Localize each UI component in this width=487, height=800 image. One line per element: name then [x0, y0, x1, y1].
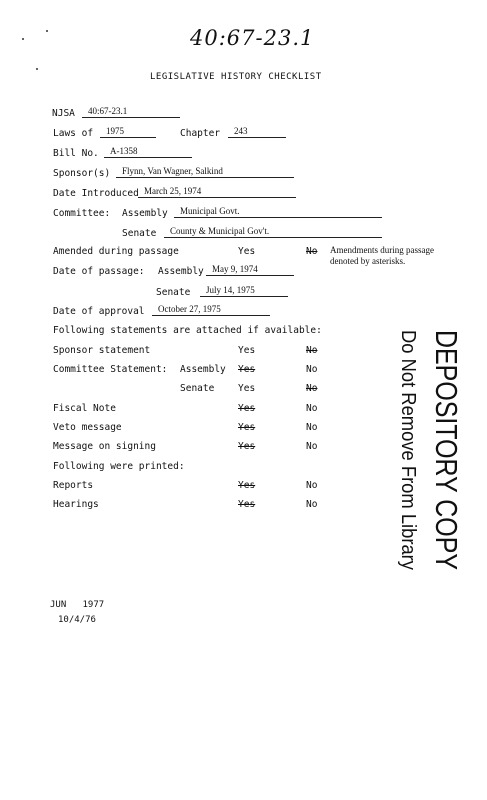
depository-copy-stamp: [392, 330, 472, 629]
message-on-signing-no: No: [306, 441, 318, 452]
fiscal-note-label: Fiscal Note: [53, 403, 116, 414]
sponsor-statement-yes: Yes: [238, 345, 256, 356]
amended-no: No: [306, 246, 318, 257]
veto-message-no: No: [306, 422, 318, 433]
committee-label: Committee:: [53, 208, 111, 219]
njsa-label: NJSA: [52, 108, 75, 119]
scan-mark: [22, 38, 24, 40]
committee-statement-senate-yes: Yes: [238, 383, 256, 394]
laws-of-value: 1975: [100, 126, 156, 138]
committee-senate-value: County & Municipal Gov't.: [164, 226, 382, 238]
hearings-label: Hearings: [53, 499, 99, 510]
committee-assembly-label: Assembly: [122, 208, 168, 219]
printed-heading: Following were printed:: [53, 461, 185, 472]
committee-assembly-value: Municipal Govt.: [174, 206, 382, 218]
scan-mark: [46, 30, 48, 32]
approval-value: October 27, 1975: [152, 304, 270, 316]
passage-senate-label: Senate: [156, 287, 191, 298]
chapter-value: 243: [228, 126, 286, 138]
committee-statement-senate-no: No: [306, 383, 318, 394]
statements-heading: Following statements are attached if available:: [53, 325, 322, 336]
committee-statement-senate-label: Senate: [180, 383, 215, 394]
committee-statement-assembly-yes: Yes: [238, 364, 256, 375]
amended-note-line-1: Amendments during passage: [330, 245, 434, 255]
message-on-signing-label: Message on signing: [53, 441, 156, 452]
footer-date-line-1: JUN 1977: [50, 600, 105, 610]
sponsor-statement-no: No: [306, 345, 318, 356]
chapter-label: Chapter: [180, 128, 221, 139]
stamp-line-1: DEPOSITORY COPY: [429, 330, 464, 629]
date-introduced-value: March 25, 1974: [138, 186, 296, 198]
reports-no: No: [306, 480, 318, 491]
committee-senate-label: Senate: [122, 228, 157, 239]
hearings-yes: Yes: [238, 499, 256, 510]
committee-statement-assembly-no: No: [306, 364, 318, 375]
bill-no-value: A-1358: [104, 146, 192, 158]
date-introduced-label: Date Introduced: [53, 188, 139, 199]
passage-assembly-label: Assembly: [158, 266, 204, 277]
scan-mark: [36, 68, 38, 70]
committee-statement-assembly-label: Assembly: [180, 364, 226, 375]
bill-no-label: Bill No.: [53, 148, 99, 159]
message-on-signing-yes: Yes: [238, 441, 256, 452]
committee-statement-label: Committee Statement:: [53, 364, 168, 375]
stamp-line-2: Do Not Remove From Library: [397, 330, 419, 592]
sponsors-value: Flynn, Van Wagner, Salkind: [116, 166, 294, 178]
sponsor-statement-label: Sponsor statement: [53, 345, 151, 356]
sponsors-label: Sponsor(s): [53, 168, 111, 179]
reports-label: Reports: [53, 480, 94, 491]
passage-assembly-value: May 9, 1974: [206, 264, 294, 276]
page-title: LEGISLATIVE HISTORY CHECKLIST: [150, 72, 322, 82]
handwritten-number: 40:67-23.1: [190, 26, 315, 50]
passage-senate-value: July 14, 1975: [200, 285, 288, 297]
stamp-svg: [392, 330, 472, 629]
veto-message-yes: Yes: [238, 422, 256, 433]
footer-date-line-2: 10/4/76: [58, 615, 96, 625]
amended-note-line-2: denoted by asterisks.: [330, 256, 406, 266]
reports-yes: Yes: [238, 480, 256, 491]
fiscal-note-yes: Yes: [238, 403, 256, 414]
njsa-value: 40:67-23.1: [82, 106, 180, 118]
amended-yes: Yes: [238, 246, 256, 257]
hearings-no: No: [306, 499, 318, 510]
fiscal-note-no: No: [306, 403, 318, 414]
veto-message-label: Veto message: [53, 422, 122, 433]
amended-label: Amended during passage: [53, 246, 179, 257]
laws-of-label: Laws of: [53, 128, 94, 139]
passage-label: Date of passage:: [53, 266, 145, 277]
approval-label: Date of approval: [53, 306, 145, 317]
